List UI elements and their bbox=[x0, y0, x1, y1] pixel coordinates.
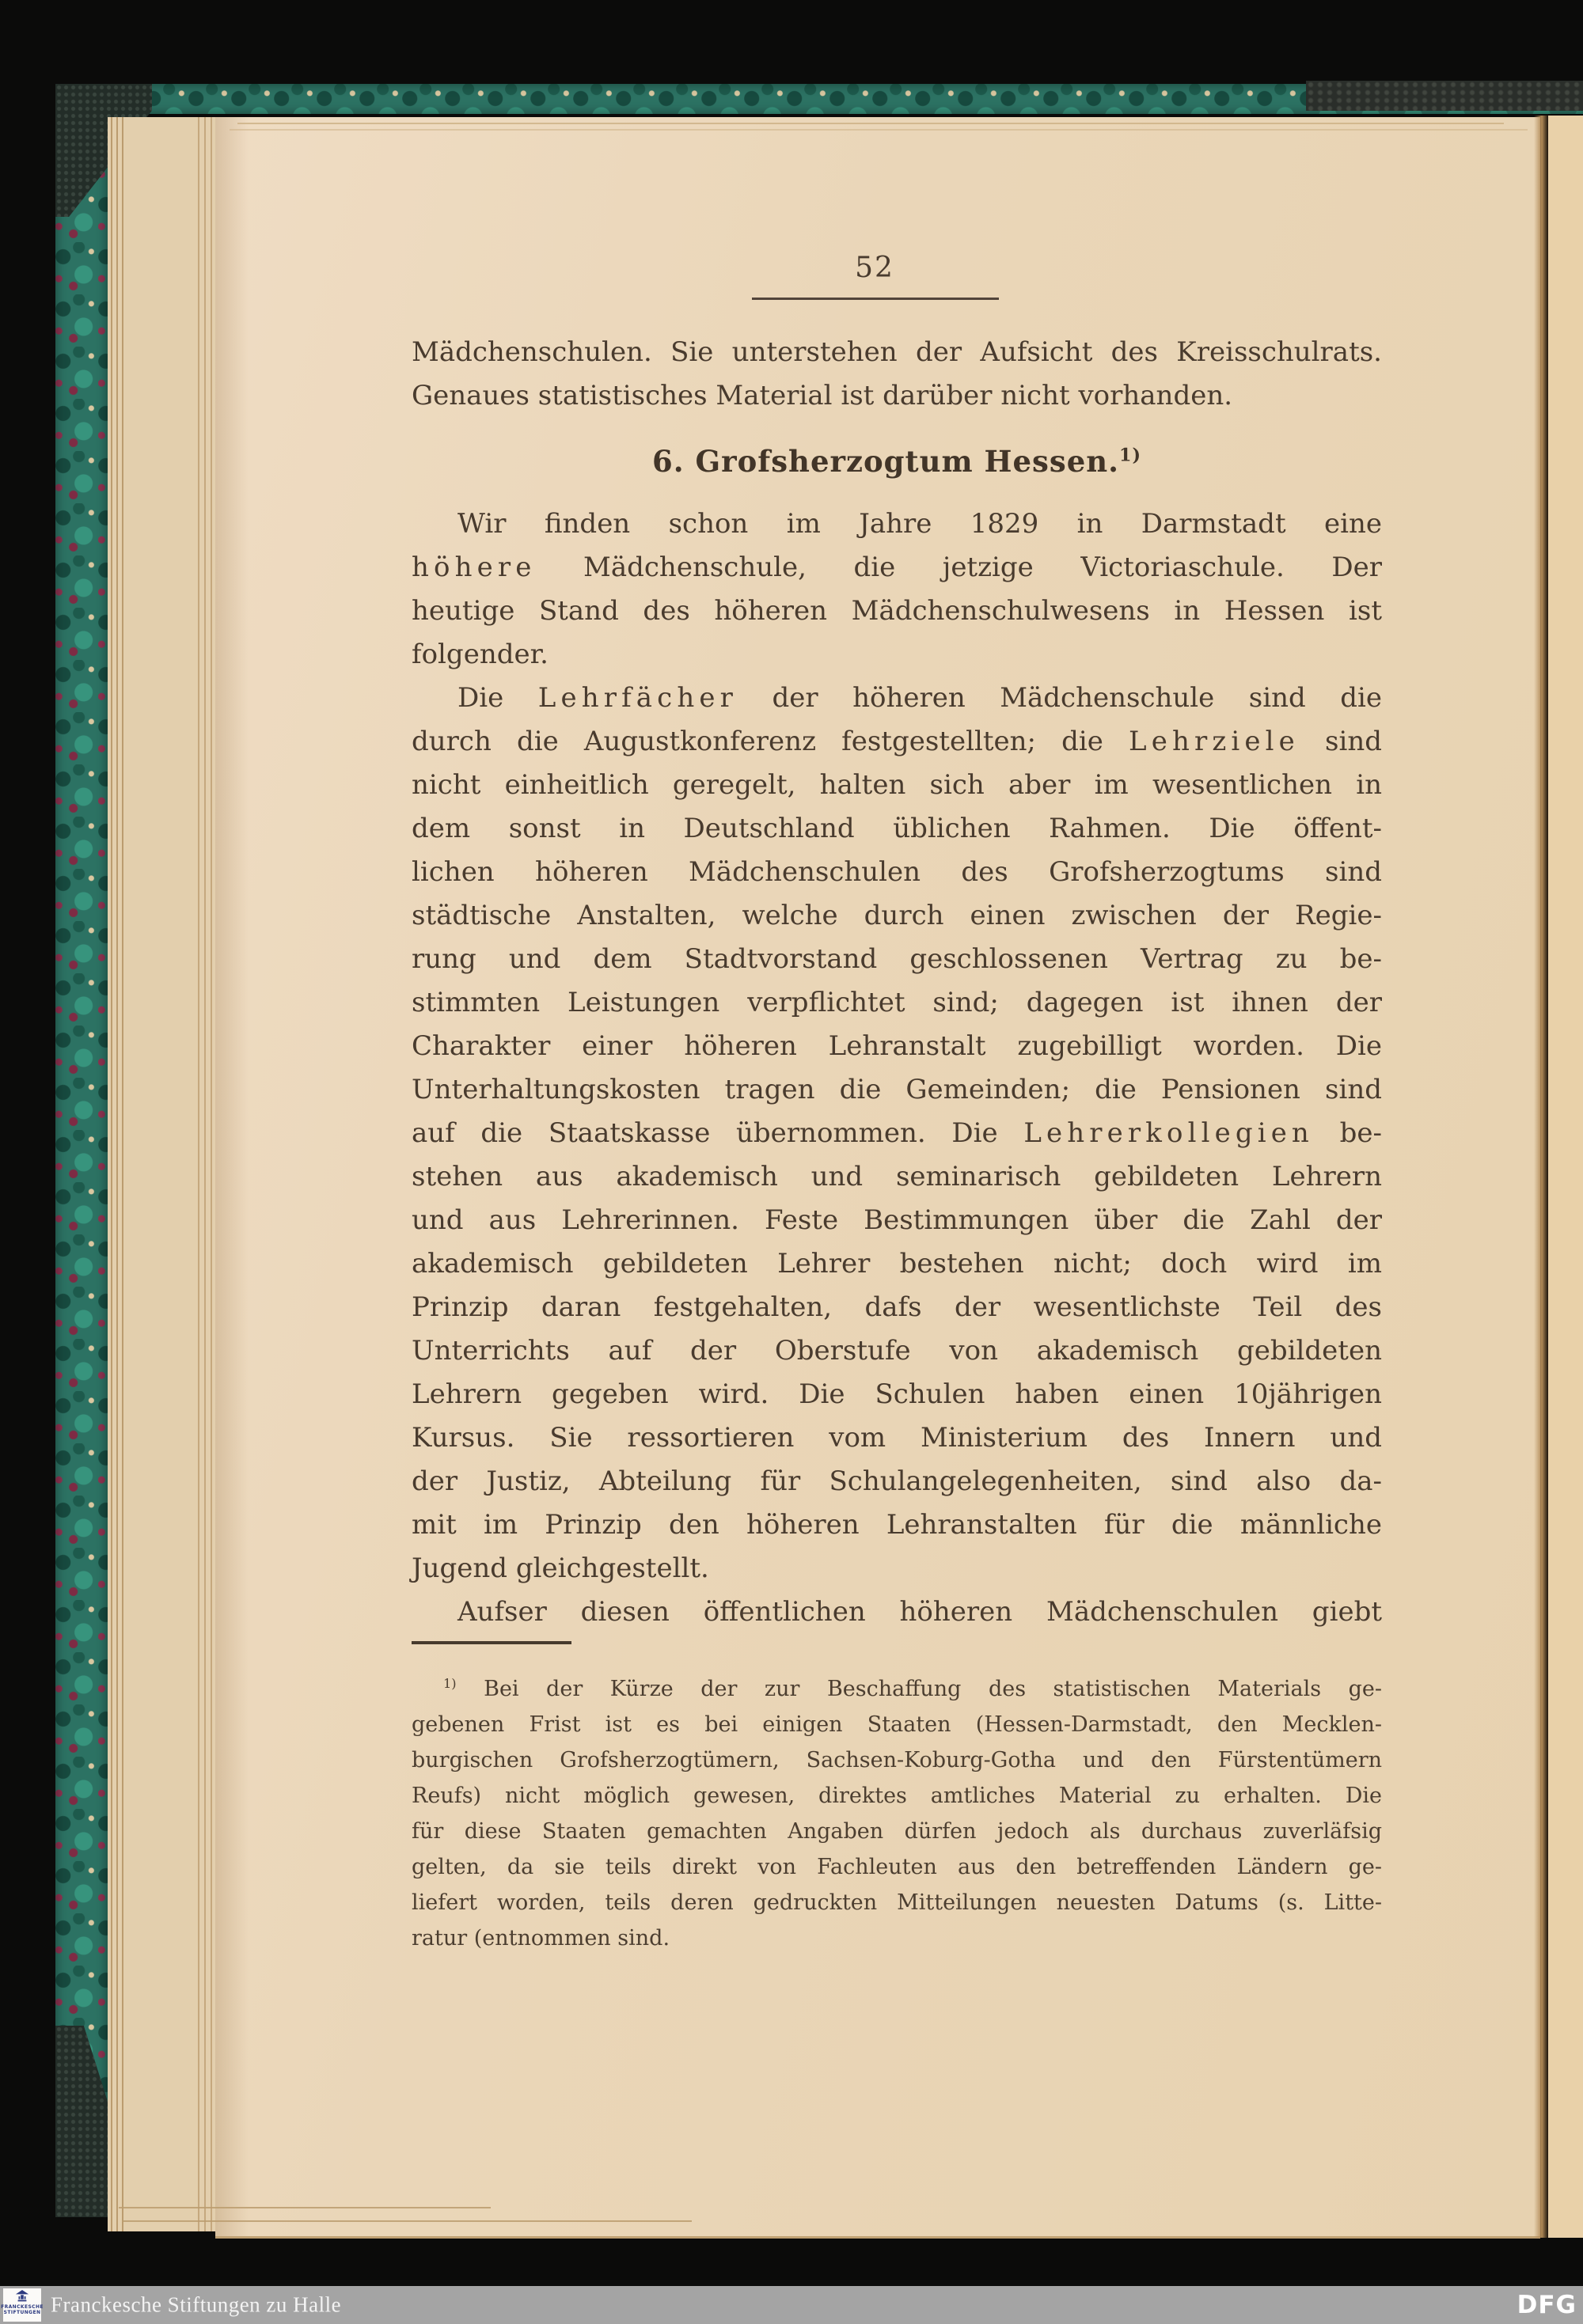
body-line: Kursus. Sie ressortieren vom Ministerium des Innern und bbox=[412, 1422, 1382, 1454]
body-line: städtische Anstalten, welche durch einen zwischen der Regie- bbox=[412, 900, 1382, 931]
book-cover-marble-left-edge bbox=[55, 85, 108, 2216]
body-line: Mädchenschulen. Sie unterstehen der Aufsicht des Kreisschulrats. bbox=[412, 336, 1382, 368]
footer-institution-label: Franckesche Stiftungen zu Halle bbox=[51, 2292, 342, 2317]
body-line: Unterhaltungskosten tragen die Gemeinden; die Pensionen sind bbox=[412, 1074, 1382, 1105]
page-edge-line bbox=[111, 117, 112, 2231]
body-line: Lehrern gegeben wird. Die Schulen haben einen 10jährigen bbox=[412, 1378, 1382, 1410]
gutter-fold-line bbox=[198, 117, 199, 2231]
body-line: stehen aus akademisch und seminarisch gebildeten Lehrern bbox=[412, 1161, 1382, 1192]
body-line: folgender. bbox=[412, 639, 549, 670]
gutter-fold-line bbox=[211, 117, 212, 2231]
footer-bar bbox=[0, 2286, 1583, 2324]
body-line: auf die Staatskasse übernommen. Die Lehrerkollegien be- bbox=[412, 1117, 1382, 1149]
page-edge-line bbox=[122, 117, 123, 2231]
dfg-logo: DFG bbox=[1517, 2291, 1577, 2319]
footnote-separator bbox=[412, 1641, 571, 1644]
body-line: und aus Lehrerinnen. Feste Bestimmungen über die Zahl der bbox=[412, 1204, 1382, 1236]
body-line: heutige Stand des höheren Mädchenschulwesens in Hessen ist bbox=[412, 595, 1382, 627]
page-number-rule bbox=[752, 298, 999, 300]
section-heading bbox=[412, 440, 1382, 483]
body-line: nicht einheitlich geregelt, halten sich aber im wesentlichen in bbox=[412, 769, 1382, 801]
body-line: höhere Mädchenschule, die jetzige Victoriaschule. Der bbox=[412, 552, 1382, 583]
footnote-line: burgischen Grofsherzogtümern, Sachsen-Koburg-Gotha und den Fürstentümern bbox=[412, 1748, 1382, 1772]
page-edge-line bbox=[116, 117, 118, 2231]
body-line: Jugend gleichgestellt. bbox=[412, 1552, 709, 1584]
section-heading-text: 6. Grofsherzogtum Hessen. bbox=[652, 444, 1120, 479]
book-cover-dark-top-right-edge bbox=[1306, 81, 1583, 111]
footnote-line: Reufs) nicht möglich gewesen, direktes amtliches Material zu erhalten. Die bbox=[412, 1784, 1382, 1808]
body-line: lichen höheren Mädchenschulen des Grofsherzogtums sind bbox=[412, 856, 1382, 888]
emphasized-word: Lehrziele bbox=[1129, 726, 1300, 757]
body-line: stimmten Leistungen verpflichtet sind; dagegen ist ihnen der bbox=[412, 987, 1382, 1018]
footnote-line: für diese Staaten gemachten Angaben dürfen jedoch als durchaus zuverläfsig bbox=[412, 1819, 1382, 1844]
footnote-line: gelten, da sie teils direkt von Fachleuten aus den betreffenden Ländern ge- bbox=[412, 1855, 1382, 1879]
body-line: mit im Prinzip den höheren Lehranstalten für die männliche bbox=[412, 1509, 1382, 1541]
page-crease bbox=[1534, 116, 1548, 2238]
page-top-edge-line bbox=[237, 123, 1504, 124]
footnote-block bbox=[412, 1671, 1382, 1956]
footnote-line: $^{1)}$ Bei der Kürze der zur Beschaffung des statistischen Materials ge- bbox=[443, 1676, 1382, 1701]
logo-caption: FRANCKESCHE bbox=[1, 2304, 44, 2310]
emphasized-word: Lehrerkollegien bbox=[1023, 1117, 1314, 1149]
footnote-mark: 1) bbox=[443, 1676, 457, 1691]
adjacent-page-edge bbox=[1548, 116, 1583, 2238]
footnote-reference-mark: 1) bbox=[1119, 445, 1141, 466]
emphasized-word: Lehrfächer bbox=[537, 682, 738, 714]
page-top-edge-line bbox=[230, 129, 1528, 131]
footnote-line: ratur (entnommen sind. bbox=[412, 1926, 670, 1951]
page-bottom-edge-line bbox=[122, 2220, 692, 2222]
body-line: der Justiz, Abteilung für Schulangelegenheiten, sind also da- bbox=[412, 1465, 1382, 1497]
franckesche-logo bbox=[1, 2288, 44, 2322]
logo-caption: STIFTUNGEN bbox=[3, 2310, 41, 2315]
page-number: 52 bbox=[855, 252, 894, 284]
footnote-line: liefert worden, teils deren gedruckten Mitteilungen neuesten Datums (s. Litte- bbox=[412, 1890, 1382, 1915]
body-line: Aufser diesen öffentlichen höheren Mädchenschulen giebt bbox=[457, 1596, 1382, 1628]
body-line: akademisch gebildeten Lehrer bestehen nicht; doch wird im bbox=[412, 1248, 1382, 1280]
body-line: Die Lehrfächer der höheren Mädchenschule sind die bbox=[457, 682, 1383, 714]
page-text-column bbox=[412, 331, 1382, 1634]
body-line: dem sonst in Deutschland üblichen Rahmen. Die öffent- bbox=[412, 813, 1382, 844]
body-line: Genaues statistisches Material ist darüber nicht vorhanden. bbox=[412, 380, 1233, 411]
body-line: rung und dem Stadtvorstand geschlossenen Vertrag zu be- bbox=[412, 943, 1382, 975]
body-line: durch die Augustkonferenz festgestellten; die Lehrziele sind bbox=[412, 726, 1382, 757]
body-line: Wir finden schon im Jahre 1829 in Darmstadt eine bbox=[457, 508, 1382, 540]
page-edge-stack-left bbox=[108, 117, 215, 2231]
footnote-line: gebenen Frist ist es bei einigen Staaten (Hessen-Darmstadt, den Mecklen- bbox=[412, 1712, 1382, 1737]
franckesche-emblem-icon bbox=[15, 2290, 29, 2304]
body-line: Charakter einer höheren Lehranstalt zugebilligt worden. Die bbox=[412, 1030, 1382, 1062]
gutter-fold-line bbox=[204, 117, 206, 2231]
emphasized-word: höhere bbox=[412, 552, 537, 583]
body-line: Unterrichts auf der Oberstufe von akademisch gebildeten bbox=[412, 1335, 1382, 1367]
page-bottom-edge-line bbox=[119, 2207, 491, 2208]
body-line: Prinzip daran festgehalten, dafs der wesentlichste Teil des bbox=[412, 1291, 1382, 1323]
